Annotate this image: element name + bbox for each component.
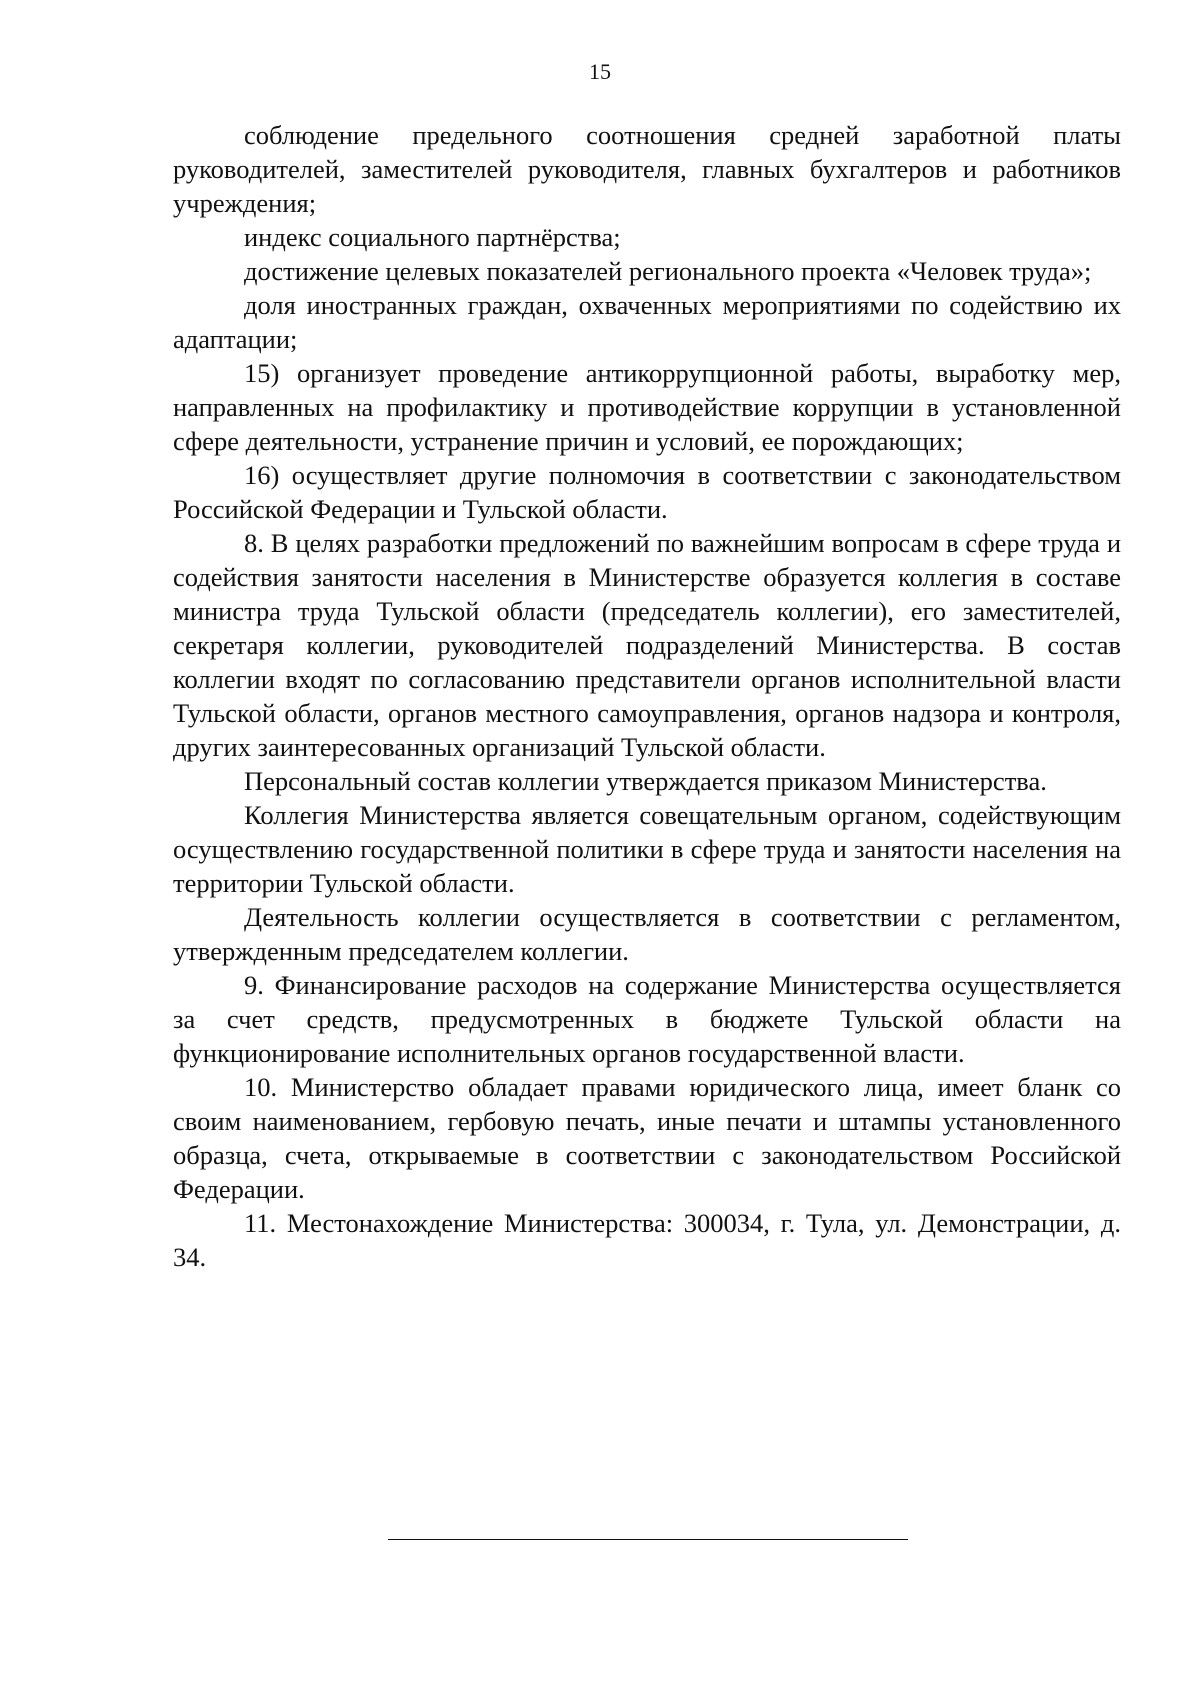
end-of-document-line xyxy=(388,1539,908,1540)
paragraph-section-9-financing: 9. Финансирование расходов на содержание Министерства осуществляется за счет средств, предусмотренных в бюджете Тульской области на функционирование исполнительных органов государственной власти. xyxy=(173,970,1121,1068)
paragraph-regional-project-targets: достижение целевых показателей регионального проекта «Человек труда»; xyxy=(244,256,1092,286)
paragraph-salary-ratio: соблюдение предельного соотношения средней заработной платы руководителей, заместителей руководителя, главных бухгалтеров и работников учреждения; xyxy=(173,120,1121,218)
paragraph-section-11-location: 11. Местонахождение Министерства: 300034, г. Тула, ул. Демонстрации, д. 34. xyxy=(173,1208,1121,1272)
paragraph-section-10-legal-entity: 10. Министерство обладает правами юридического лица, имеет бланк со своим наименованием, гербовую печать, иные печати и штампы установленного образца, счета, открываемые в соответствии с законодательством Российской Федерации. xyxy=(173,1072,1121,1204)
page-number: 15 xyxy=(589,59,611,84)
paragraph-item-16-other-powers: 16) осуществляет другие полномочия в соответствии с законодательством Российской Федерации и Тульской области. xyxy=(173,460,1121,524)
paragraph-social-partnership-index: индекс социального партнёрства; xyxy=(244,222,621,252)
paragraph-item-15-anticorruption: 15) организует проведение антикоррупционной работы, выработку мер, направленных на профилактику и противодействие коррупции в установленной сфере деятельности, устранение причин и условий, ее порождающих; xyxy=(173,358,1121,456)
paragraph-section-8-collegium: 8. В целях разработки предложений по важнейшим вопросам в сфере труда и содействия занятости населения в Министерстве образуется коллегия в составе министра труда Тульской области (председатель коллегии), его заместителей, секретаря коллегии, руководителей подразделений Министерства. В состав коллегии входят по согласованию представители органов исполнительной власти Тульской области, органов местного самоуправления, органов надзора и контроля, других заинтересованных организаций Тульской области. xyxy=(173,528,1121,762)
paragraph-collegium-regulations: Деятельность коллегии осуществляется в соответствии с регламентом, утвержденным председателем коллегии. xyxy=(173,902,1121,966)
paragraph-collegium-advisory-body: Коллегия Министерства является совещательным органом, содействующим осуществлению государственной политики в сфере труда и занятости населения на территории Тульской области. xyxy=(173,800,1121,898)
paragraph-collegium-composition: Персональный состав коллегии утверждается приказом Министерства. xyxy=(244,766,1047,796)
document-body xyxy=(173,118,1121,1274)
paragraph-foreign-citizens-adaptation: доля иностранных граждан, охваченных мероприятиями по содействию их адаптации; xyxy=(173,290,1121,354)
